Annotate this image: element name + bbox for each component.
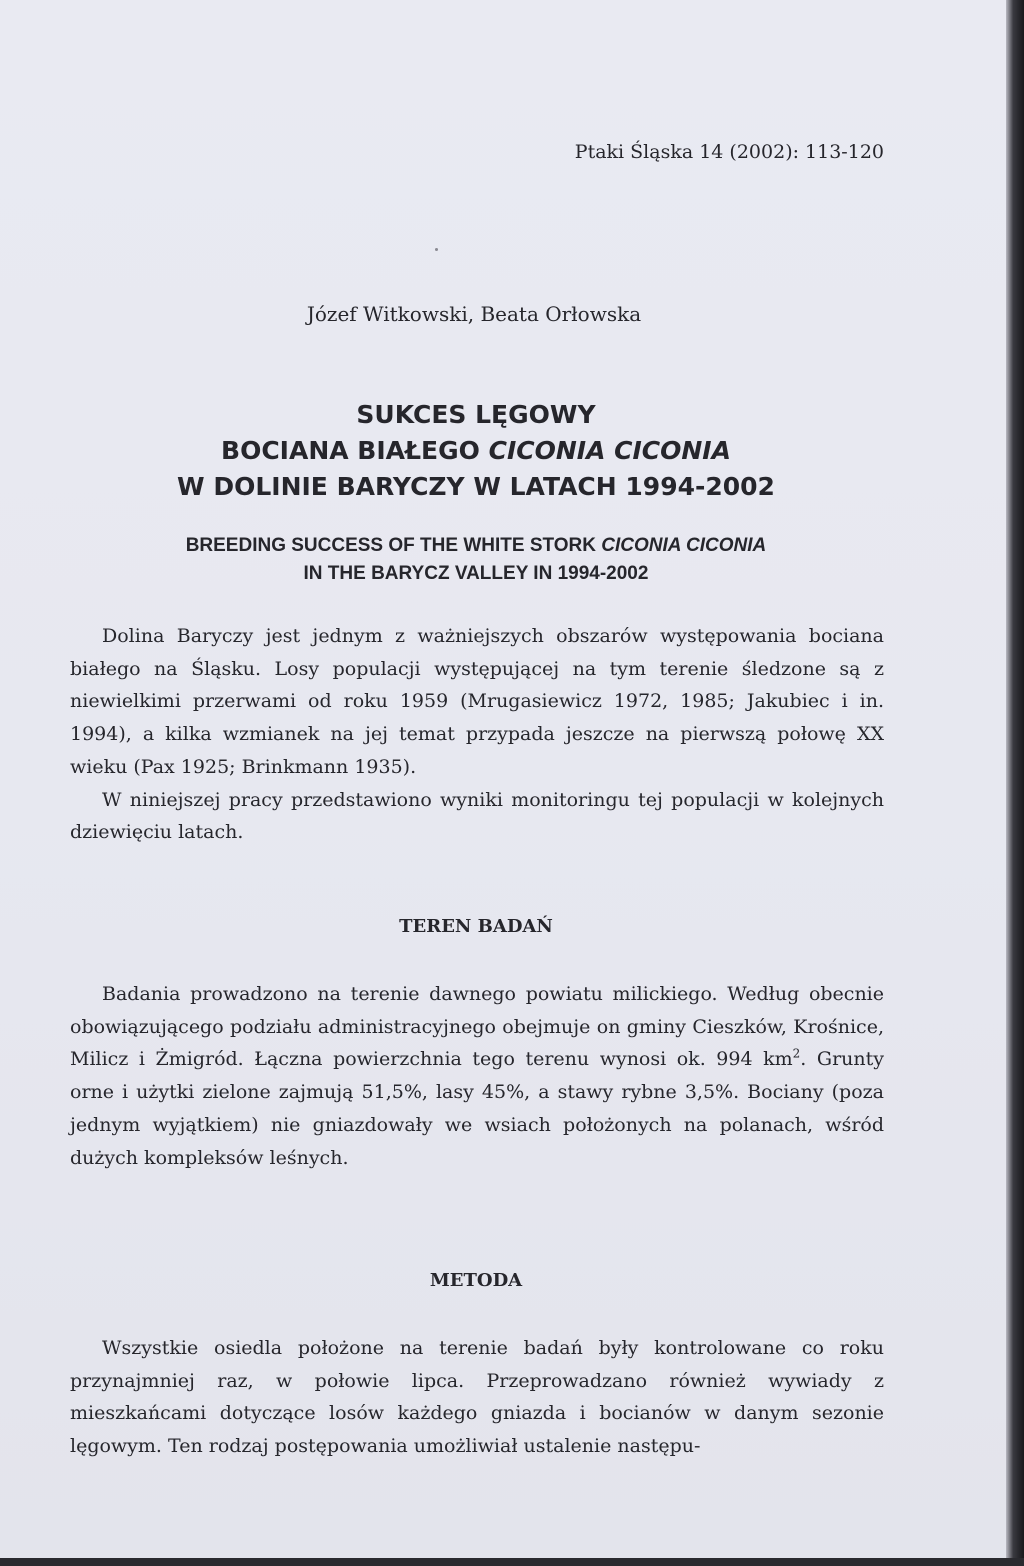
study-area-heading: TEREN BADAŃ [399, 916, 553, 937]
study-area-text-part-1: Badania prowadzono na terenie dawnego powiatu milickiego. Według obecnie obowiązującego podziału administracyjnego obejmuje on gminy Cieszków, Krośnice, Milicz i Żmigród. Łączna powierzchnia tego terenu wynosi ok. 994 km [70, 983, 884, 1071]
title-species-name: CICONIA CICONIA [488, 436, 731, 465]
english-title [70, 532, 882, 588]
introduction [70, 620, 884, 849]
title-line-1: SUKCES LĘGOWY [356, 400, 596, 429]
english-title-species-name: CICONIA CICONIA [601, 535, 767, 556]
page-bottom-edge [0, 1558, 1024, 1566]
page-edge-shadow [1006, 0, 1024, 1566]
superscript-2: 2 [792, 1047, 801, 1062]
title-line-2 [70, 433, 882, 469]
method-heading: METODA [429, 1270, 523, 1291]
intro-paragraph-1: Dolina Baryczy jest jednym z ważniejszych obszarów występowania bociana białego na Śląsku. Losy populacji występującej na tym terenie śledzone są z niewielkimi przerwami od roku 1959 (Mrugasiewicz 1972, 1985; Jakubiec i in. 1994), a kilka wzmianek na jej temat przypada jeszcze na pierwszą połowę XX wieku (Pax 1925; Brinkmann 1935). [70, 625, 884, 778]
authors: Józef Witkowski, Beata Orłowska [306, 302, 642, 326]
intro-paragraph-2: W niniejszej pracy przedstawiono wyniki monitoringu tej populacji w kolejnych dziewięciu latach. [70, 788, 884, 844]
method-paragraph: Wszystkie osiedla położone na terenie badań były kontrolowane co roku przynajmniej raz, w połowie lipca. Przeprowadzano również wywiady z mieszkańcami dotyczące losów każdego gniazda i bocianów w danym sezonie lęgowym. Ten rodzaj postępowania umożliwiał ustalenie następu- [70, 1337, 884, 1458]
method-text [70, 1332, 884, 1463]
title-line-2-plain: BOCIANA BIAŁEGO [221, 436, 489, 465]
paper-speck [435, 248, 438, 251]
study-area-text [70, 978, 884, 1174]
title-line-3: W DOLINIE BARYCZY W LATACH 1994-2002 [177, 472, 775, 501]
english-title-line-2: IN THE BARYCZ VALLEY IN 1994-2002 [303, 563, 649, 584]
english-title-line-1-plain: BREEDING SUCCESS OF THE WHITE STORK [185, 535, 602, 556]
study-area-paragraph [70, 978, 884, 1174]
english-title-line-1 [70, 532, 882, 560]
journal-reference: Ptaki Śląska 14 (2002): 113-120 [574, 141, 884, 163]
article-title [70, 397, 882, 505]
study-area-text-part-2: . Grunty orne i użytki zielone zajmują 51,5%, lasy 45%, a stawy rybne 3,5%. Bociany (poza jednym wyjątkiem) nie gniazdowały we wsiach położonych na polanach, wśród dużych kompleksów leśnych. [70, 1048, 884, 1169]
